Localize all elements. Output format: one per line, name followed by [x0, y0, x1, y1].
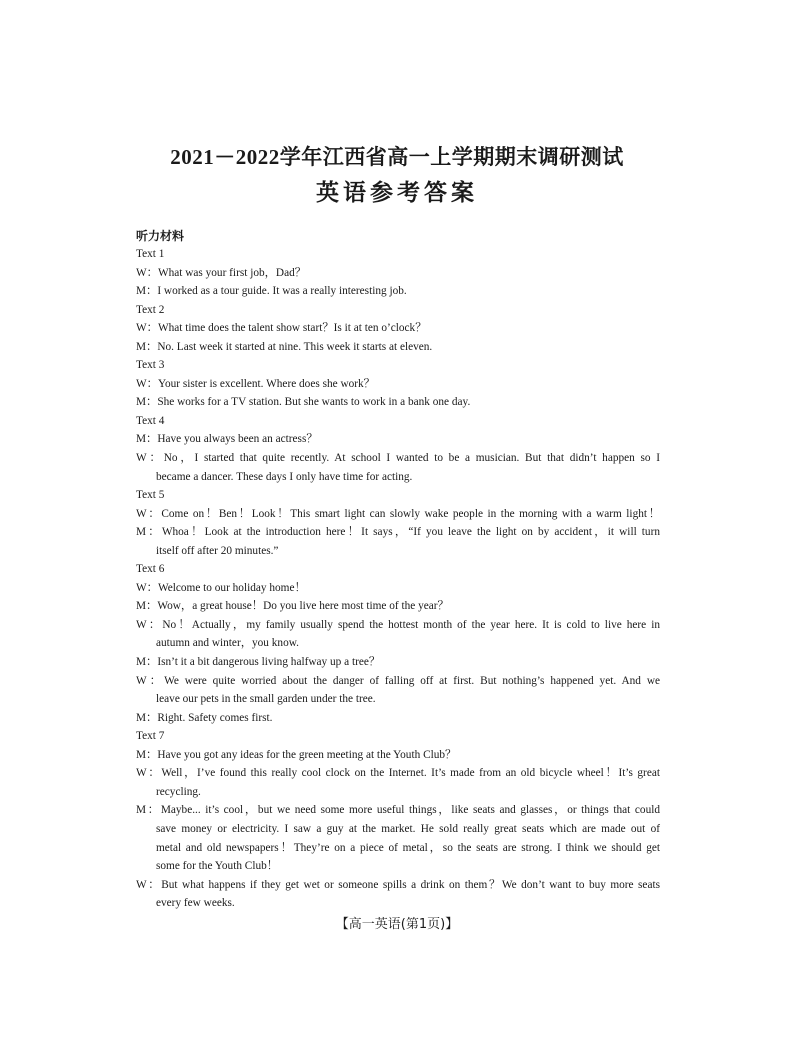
transcript-line: M：Isn’t it a bit dangerous living halfway up a tree？ — [136, 656, 381, 669]
transcript-line: W：No！Actually，my family usually spend the hottest month of the year here. It is cold to live here in — [136, 618, 660, 631]
transcript-line: M：I worked as a tour guide. It was a really interesting job. — [136, 285, 407, 298]
transcript-line: Text 7 — [136, 730, 165, 743]
transcript-line: itself off after 20 minutes.” — [156, 544, 279, 557]
transcript-line: Text 4 — [136, 414, 165, 427]
transcript-line: M：She works for a TV station. But she wants to work in a bank one day. — [136, 396, 471, 409]
transcript-line: W：Well，I’ve found this really cool clock on the Internet. It’s made from an old bicycle wheel！It’s great — [136, 767, 660, 780]
transcript-line: M：Wow，a great house！Do you live here most time of the year？ — [136, 600, 449, 613]
transcript-line: leave our pets in the small garden under the tree. — [156, 693, 376, 706]
transcript-line: W：What was your first job，Dad？ — [136, 266, 307, 279]
transcript-line: M：Have you got any ideas for the green meeting at the Youth Club？ — [136, 748, 457, 761]
transcript-line: W：Come on！Ben！Look！This smart light can slowly wake people in the morning with a warm light！ — [136, 507, 660, 520]
transcript-line: W：No，I started that quite recently. At school I wanted to be a musician. But that didn’t happen so I — [136, 452, 660, 465]
transcript-line: Text 1 — [136, 248, 165, 260]
transcript-line: recycling. — [156, 785, 201, 798]
transcript-line: M：Right. Safety comes first. — [136, 711, 273, 724]
transcript-line: some for the Youth Club！ — [156, 860, 279, 873]
transcript-line: M：Whoa！Look at the introduction here！It says，“If you leave the light on by accident，it will turn — [136, 526, 660, 539]
section-title: 听力材料 — [136, 229, 185, 243]
transcript-line: W：Welcome to our holiday home！ — [136, 581, 306, 594]
transcript-line: Text 2 — [136, 303, 165, 316]
transcript-line: autumn and winter，you know. — [156, 637, 299, 650]
transcript-line: save money or electricity. I saw a guy at the market. He sold really great seats which are made out of — [156, 822, 660, 835]
document-subtitle: 英语参考答案 — [316, 180, 478, 206]
transcript-line: Text 3 — [136, 359, 165, 372]
transcript-line: M：No. Last week it started at nine. This week it starts at eleven. — [136, 340, 433, 353]
transcript-line: Text 5 — [136, 489, 165, 502]
transcript-body — [136, 245, 660, 913]
transcript-line: M：Maybe... it’s cool，but we need some more useful things，like seats and glasses，or things that could — [136, 804, 660, 817]
transcript-line: every few weeks. — [156, 897, 235, 910]
page-footer: 【高一英语(第1页)】 — [335, 917, 459, 932]
transcript-line: Text 6 — [136, 563, 165, 576]
transcript-line: W：We were quite worried about the danger of falling off at first. But nothing’s happened yet. And we — [136, 674, 660, 687]
transcript-line: metal and old newspapers！They’re on a piece of metal，so the seats are strong. I think we should get — [156, 841, 660, 854]
document-title: 2021－2022学年江西省高一上学期期末调研测试 — [170, 145, 624, 169]
transcript-line: W：What time does the talent show start？Is it at ten o’clock？ — [136, 322, 427, 335]
transcript-line: became a dancer. These days I only have time for acting. — [156, 470, 413, 483]
transcript-line: M：Have you always been an actress？ — [136, 433, 318, 446]
transcript-line: W：But what happens if they get wet or someone spills a drink on them？We don’t want to buy more seats — [136, 878, 660, 891]
transcript-line: W：Your sister is excellent. Where does she work？ — [136, 377, 375, 390]
